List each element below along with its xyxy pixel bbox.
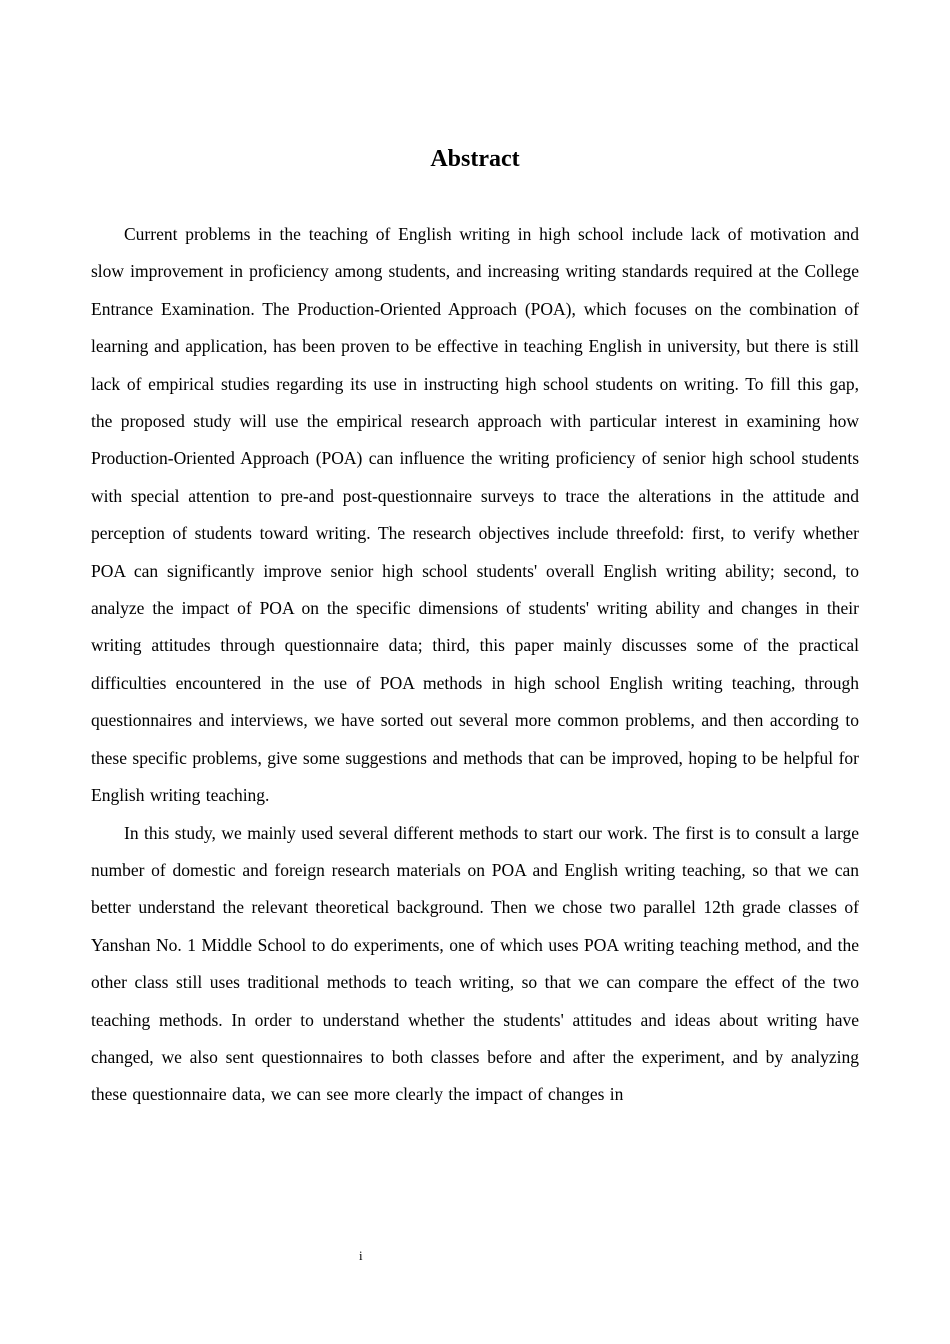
abstract-paragraph-1: Current problems in the teaching of English writing in high school include lack of motivation and slow improvement in proficiency among students, and increasing writing standards required at the College Entrance Examination. The Production-Oriented Approach (POA), which focuses on the combination of learning and application, has been proven to be effective in teaching English in university, but there is still lack of empirical studies regarding its use in instructing high school students on writing. To fill this gap, the proposed study will use the empirical research approach with particular interest in examining how Production-Oriented Approach (POA) can influence the writing proficiency of senior high school students with special attention to pre-and post-questionnaire surveys to trace the alterations in the attitude and perception of students toward writing. The research objectives include threefold: first, to verify whether POA can significantly improve senior high school students' overall English writing ability; second, to analyze the impact of POA on the specific dimensions of students' writing ability and changes in their writing attitudes through questionnaire data; third, this paper mainly discusses some of the practical difficulties encountered in the use of POA methods in high school English writing teaching, through questionnaires and interviews, we have sorted out several more common problems, and then according to these specific problems, give some suggestions and methods that can be improved, hoping to be helpful for English writing teaching. (91, 224, 859, 806)
abstract-body (91, 216, 859, 1114)
abstract-paragraph-2: In this study, we mainly used several different methods to start our work. The first is to consult a large number of domestic and foreign research materials on POA and English writing teaching, so that we can better understand the relevant theoretical background. Then we chose two parallel 12th grade classes of Yanshan No. 1 Middle School to do experiments, one of which uses POA writing teaching method, and the other class still uses traditional methods to teach writing, so that we can compare the effect of the two teaching methods. In order to understand whether the students' attitudes and ideas about writing have changed, we also sent questionnaires to both classes before and after the experiment, and by analyzing these questionnaire data, we can see more clearly the impact of changes in (91, 822, 859, 1105)
page-number: i (359, 1248, 363, 1263)
page-title: Abstract (430, 146, 520, 172)
